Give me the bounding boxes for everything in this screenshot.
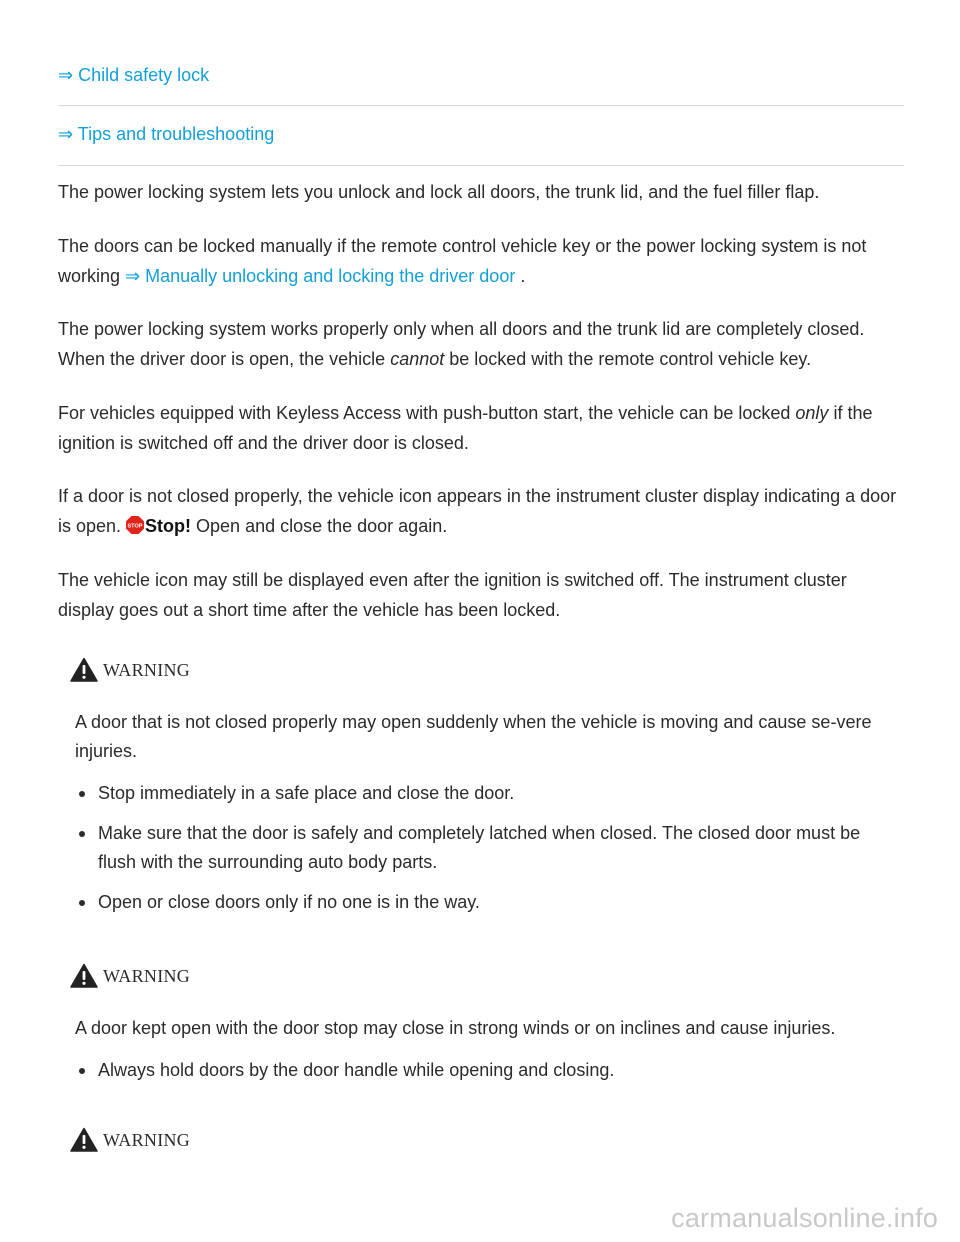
warning-title: WARNING (103, 1130, 191, 1150)
paragraph-proper-operation (58, 314, 906, 374)
warning-triangle-icon (70, 963, 98, 988)
paragraph-manual-text: The doors can be locked manually if the remote control vehicle key or the power locking system is not working (58, 236, 867, 286)
warning-block-third (75, 1127, 885, 1157)
list-item-text: Always hold doors by the door handle while opening and closing. (98, 1060, 615, 1080)
warning-text: A door that is not closed properly may open suddenly when the vehicle is moving and cause se-vere injuries. (75, 712, 872, 761)
manually-unlocking-link[interactable]: ⇒ Manually unlocking and locking the driver door (125, 266, 516, 286)
list-item (75, 888, 878, 917)
list-item-text: Open or close doors only if no one is in the way. (98, 892, 480, 912)
warning-header (75, 657, 885, 687)
warning-triangle-icon (70, 657, 98, 682)
list-item (75, 819, 878, 877)
paragraph-door-open-text: If a door is not closed properly, the vehicle icon appears in the instrument cluster display indicating a door is open. (58, 486, 897, 536)
nav-row-tips (58, 105, 904, 166)
warning-block-door-stop (75, 963, 885, 1085)
warning-title: WARNING (103, 660, 191, 680)
paragraph-proper-end: be locked with the remote control vehicle key. (444, 349, 812, 369)
paragraph-manual-locking (58, 231, 906, 291)
paragraph-vehicle-icon-text: The vehicle icon may still be displayed even after the ignition is switched off. The instrument cluster display goes out a short time after the vehicle has been locked. (58, 570, 847, 620)
paragraph-keyless-access (58, 398, 906, 458)
child-safety-lock-link[interactable]: ⇒ Child safety lock (58, 65, 210, 85)
list-item-text: Make sure that the door is safely and completely latched when closed. The closed door must be flush with the surrounding auto body parts. (98, 823, 861, 872)
warning-list (75, 1056, 885, 1085)
emphasis-only: only (795, 403, 829, 423)
warning-block-door-not-closed (75, 657, 885, 917)
list-item-text: Stop immediately in a safe place and close the door. (98, 783, 515, 803)
paragraph-door-open-end: Open and close the door again. (191, 516, 448, 536)
paragraph-keyless-text: For vehicles equipped with Keyless Access with push-button start, the vehicle can be locked (58, 403, 796, 423)
bullet-icon (79, 900, 85, 906)
warning-header (75, 1127, 885, 1157)
paragraph-manual-end: . (515, 266, 526, 286)
watermark: carmanualsonline.info (671, 1203, 938, 1233)
bullet-icon (79, 831, 85, 837)
nav-row-child-safety (58, 0, 904, 106)
paragraph-vehicle-icon (58, 565, 906, 625)
bullet-icon (79, 791, 85, 797)
paragraph-door-open (58, 481, 906, 541)
stop-icon-text: STOP (127, 523, 143, 530)
bullet-icon (79, 1068, 85, 1074)
paragraph-intro (58, 177, 906, 207)
emphasis-cannot: cannot (390, 349, 445, 369)
warning-header (75, 963, 885, 993)
paragraph-proper-text: The power locking system works properly only when all doors and the trunk lid are completely closed. When the driver door is open, the vehicle (58, 319, 865, 369)
warning-list (75, 779, 885, 917)
list-item (75, 779, 878, 808)
tips-troubleshooting-link[interactable]: ⇒ Tips and troubleshooting (58, 124, 275, 144)
warning-title: WARNING (103, 966, 191, 986)
stop-icon (126, 516, 144, 534)
warning-text: A door kept open with the door stop may close in strong winds or on inclines and cause injuries. (75, 1018, 836, 1038)
stop-label: Stop! (145, 516, 192, 536)
list-item (75, 1056, 878, 1085)
warning-triangle-icon (70, 1127, 98, 1152)
paragraph-keyless-end: if the ignition is switched off and the driver door is closed. (58, 403, 873, 453)
paragraph-intro-text: The power locking system lets you unlock and lock all doors, the trunk lid, and the fuel filler flap. (58, 182, 820, 202)
